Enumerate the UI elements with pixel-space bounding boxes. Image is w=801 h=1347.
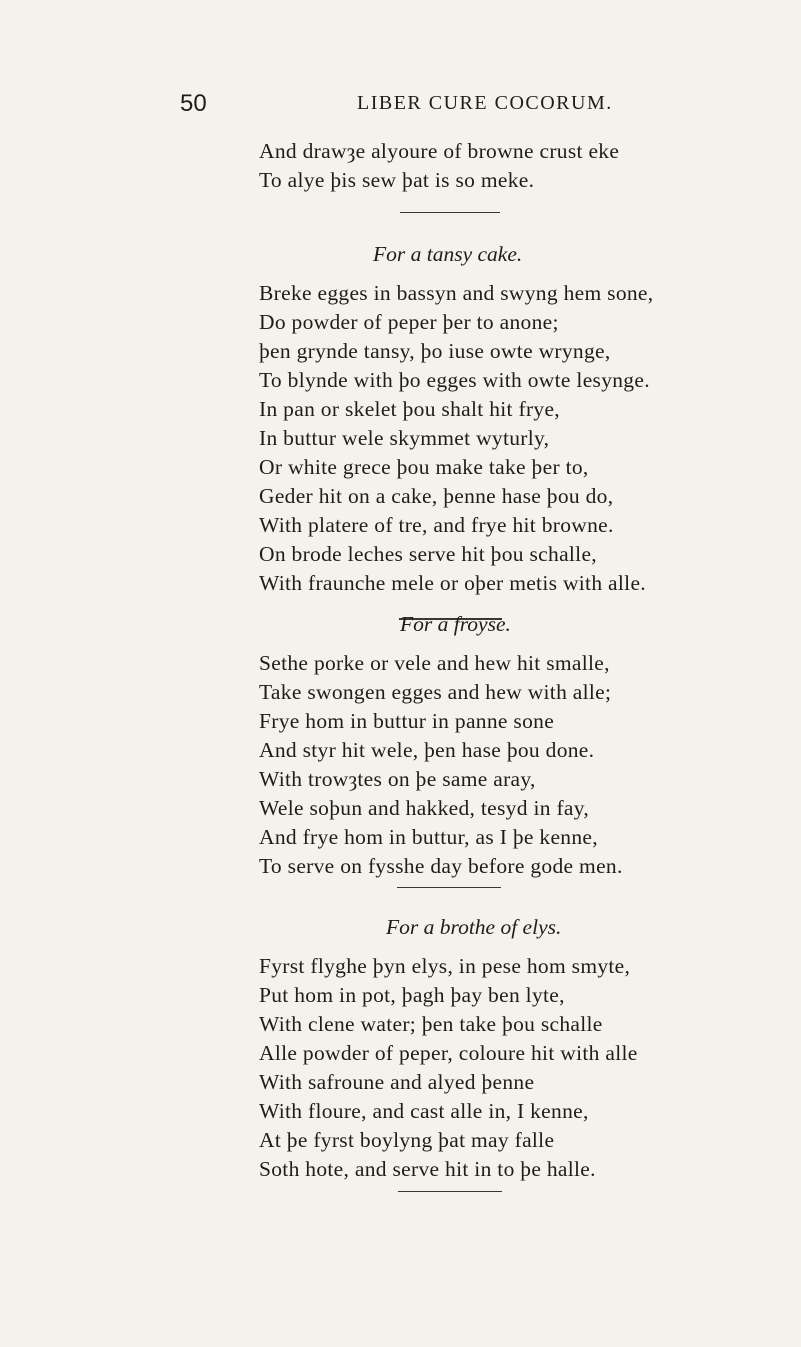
intro-verse — [259, 137, 799, 195]
page-number: 50 — [180, 90, 207, 117]
verse-line: Wele soþun and hakked, tesyd in fay, — [259, 796, 590, 820]
verse-line: Frye hom in buttur in panne sone — [259, 709, 555, 733]
verse-line: Sethe porke or vele and hew hit smalle, — [259, 651, 610, 675]
section-divider — [398, 1191, 502, 1192]
verse-line: To serve on fysshe day before gode men. — [259, 854, 623, 878]
verse-line: To alye þis sew þat is so meke. — [259, 168, 535, 192]
verse-line: Geder hit on a cake, þenne hase þou do, — [259, 484, 614, 508]
verse-line: Put hom in pot, þagh þay ben lyte, — [259, 983, 565, 1007]
verse-line: And drawȝe alyoure of browne crust eke — [259, 139, 620, 163]
verse-line: To blynde with þo egges with owte lesynge. — [259, 368, 650, 392]
verse-line: And frye hom in buttur, as I þe kenne, — [259, 825, 598, 849]
verse-line: On brode leches serve hit þou schalle, — [259, 542, 597, 566]
verse-line: With trowȝtes on þe same aray, — [259, 767, 536, 791]
verse-line: At þe fyrst boylyng þat may falle — [259, 1128, 555, 1152]
verse-line: With floure, and cast alle in, I kenne, — [259, 1099, 589, 1123]
verse-line: And styr hit wele, þen hase þou done. — [259, 738, 595, 762]
section-divider — [397, 887, 501, 888]
verse-line: In buttur wele skymmet wyturly, — [259, 426, 550, 450]
verse-line: With clene water; þen take þou schalle — [259, 1012, 603, 1036]
verse-line: Take swongen egges and hew with alle; — [259, 680, 612, 704]
running-head: LIBER CURE COCORUM. — [357, 92, 613, 114]
page-header — [0, 90, 801, 120]
recipe-title: For a tansy cake. — [373, 242, 523, 266]
recipe-title: For a brothe of elys. — [386, 915, 562, 939]
verse-line: In pan or skelet þou shalt hit frye, — [259, 397, 560, 421]
section-divider — [400, 212, 500, 213]
recipe-verse — [259, 952, 799, 1184]
verse-line: Alle powder of peper, coloure hit with alle — [259, 1041, 638, 1065]
verse-line: With platere of tre, and frye hit browne. — [259, 513, 614, 537]
verse-line: Fyrst flyghe þyn elys, in pese hom smyte, — [259, 954, 631, 978]
verse-line: Breke egges in bassyn and swyng hem sone, — [259, 281, 654, 305]
verse-line: þen grynde tansy, þo iuse owte wrynge, — [259, 339, 611, 363]
verse-line: Or white grece þou make take þer to, — [259, 455, 589, 479]
verse-line: With fraunche mele or oþer metis with alle. — [259, 571, 646, 595]
verse-line: With safroune and alyed þenne — [259, 1070, 535, 1094]
recipe-verse — [259, 649, 799, 881]
recipe-verse — [259, 279, 799, 598]
recipe-title: For a froyse. — [400, 612, 511, 636]
verse-line: Soth hote, and serve hit in to þe halle. — [259, 1157, 596, 1181]
verse-line: Do powder of peper þer to anone; — [259, 310, 559, 334]
